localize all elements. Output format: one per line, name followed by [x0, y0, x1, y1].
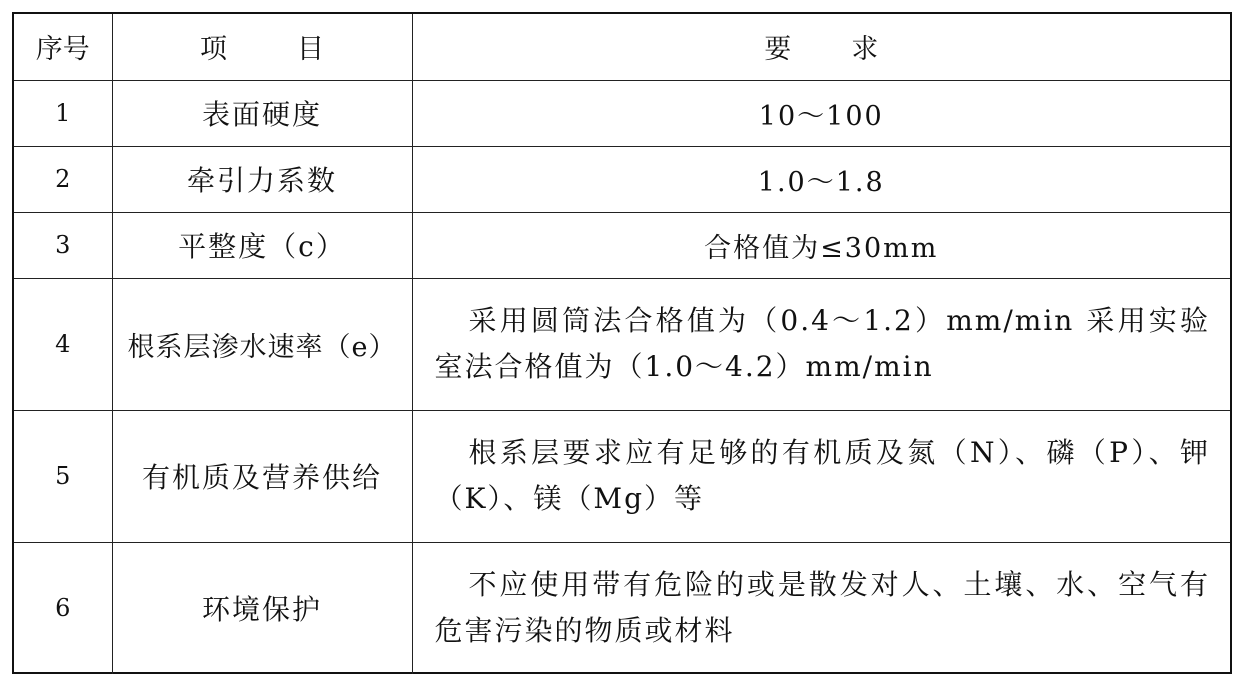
- table-row: [14, 278, 1230, 410]
- row-index: 3: [14, 212, 112, 278]
- row-requirement: 10～100: [412, 80, 1230, 146]
- table-row: [14, 146, 1230, 212]
- row-requirement: 1.0～1.8: [412, 146, 1230, 212]
- row-item: 根系层渗水速率（e）: [112, 278, 412, 410]
- header-item-char-2: 目: [297, 34, 324, 66]
- row-index: 4: [14, 278, 112, 410]
- row-item: 有机质及营养供给: [112, 410, 412, 542]
- row-requirement: 不应使用带有危险的或是散发对人、土壤、水、空气有危害污染的物质或材料: [412, 542, 1230, 674]
- table-row: [14, 212, 1230, 278]
- table-row: [14, 80, 1230, 146]
- row-requirement: 采用圆筒法合格值为（0.4～1.2）mm/min 采用实验室法合格值为（1.0～4.2）mm/min: [412, 278, 1230, 410]
- table-row: [14, 410, 1230, 542]
- row-item: 牵引力系数: [112, 146, 412, 212]
- row-item: 环境保护: [112, 542, 412, 674]
- row-index: 5: [14, 410, 112, 542]
- header-req-char-2: 求: [851, 34, 879, 66]
- row-requirement: 根系层要求应有足够的有机质及氮（N）、磷（P）、钾（K）、镁（Mg）等: [412, 410, 1230, 542]
- row-index: 6: [14, 542, 112, 674]
- header-index: 序号: [14, 14, 112, 80]
- row-item: 表面硬度: [112, 80, 412, 146]
- header-requirement: [412, 14, 1230, 80]
- row-item: 平整度（c）: [112, 212, 412, 278]
- row-index: 1: [14, 80, 112, 146]
- header-item: [112, 14, 412, 80]
- table-row: [14, 542, 1230, 674]
- header-item-char-1: 项: [200, 34, 227, 66]
- requirements-table: [12, 12, 1232, 674]
- header-req-char-1: 要: [764, 34, 792, 66]
- requirements-grid: [14, 14, 1230, 674]
- row-requirement: 合格值为≤30mm: [412, 212, 1230, 278]
- row-index: 2: [14, 146, 112, 212]
- table-header-row: [14, 14, 1230, 80]
